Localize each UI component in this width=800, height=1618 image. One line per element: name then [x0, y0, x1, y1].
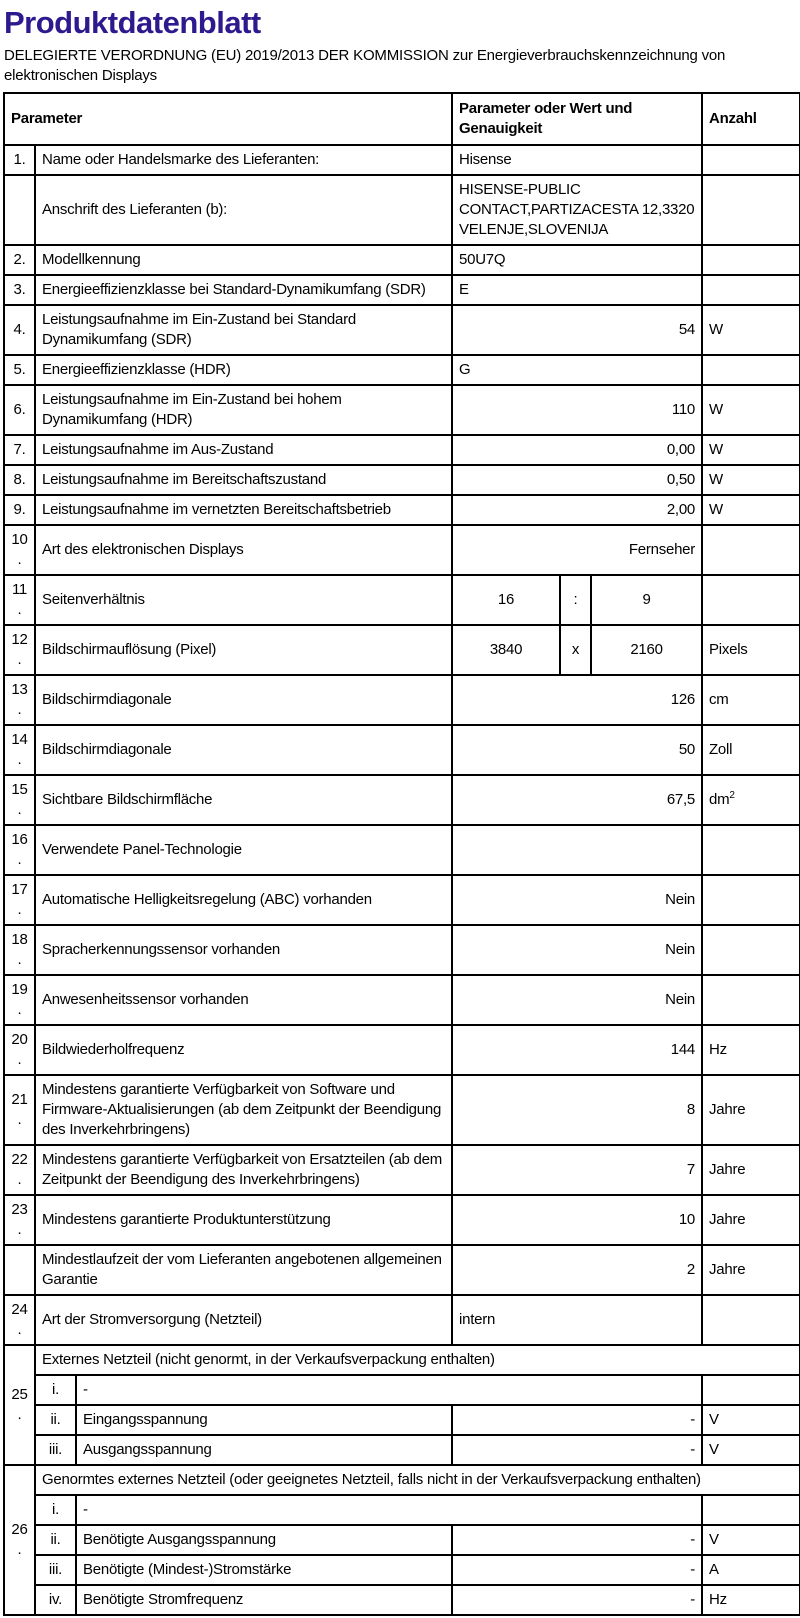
row-num: 23.	[4, 1195, 35, 1245]
row-label: Leistungsaufnahme im Ein-Zustand bei hohem Dynamikumfang (HDR)	[35, 385, 452, 435]
sub-row-value: -	[452, 1525, 702, 1555]
row-unit	[702, 925, 800, 975]
row-label: Bildschirmauflösung (Pixel)	[35, 625, 452, 675]
row-label: Leistungsaufnahme im Aus-Zustand	[35, 435, 452, 465]
row-num: 7.	[4, 435, 35, 465]
row-num: 21.	[4, 1075, 35, 1145]
row-unit: Hz	[702, 1025, 800, 1075]
row-label: Bildschirmdiagonale	[35, 675, 452, 725]
sub-row-num: ii.	[35, 1405, 76, 1435]
row-label: Leistungsaufnahme im Bereitschaftszustand	[35, 465, 452, 495]
row-value: 54	[452, 305, 702, 355]
section-row	[4, 1465, 800, 1495]
sub-row	[4, 1525, 800, 1555]
sub-row	[4, 1495, 800, 1525]
row-num: 1.	[4, 145, 35, 175]
row-num: 3.	[4, 275, 35, 305]
row-label: Mindestens garantierte Verfügbarkeit von Software und Firmware-Aktualisierungen (ab dem Zeitpunkt der Beendigung des Inverkehrbringens)	[35, 1075, 452, 1145]
row-value-separator: :	[560, 575, 591, 625]
row-unit	[702, 1495, 800, 1525]
row-unit: W	[702, 495, 800, 525]
row-value: 0,00	[452, 435, 702, 465]
row-num: 5.	[4, 355, 35, 385]
table-row	[4, 385, 800, 435]
row-unit	[702, 245, 800, 275]
row-num: 15.	[4, 775, 35, 825]
row-label: Spracherkennungssensor vorhanden	[35, 925, 452, 975]
row-unit: Jahre	[702, 1145, 800, 1195]
row-value: Nein	[452, 875, 702, 925]
table-row	[4, 1245, 800, 1295]
sub-row-num: i.	[35, 1495, 76, 1525]
section-title: Genormtes externes Netzteil (oder geeignetes Netzteil, falls nicht in der Verkaufsverpackung enthalten)	[35, 1465, 800, 1495]
table-row	[4, 275, 800, 305]
row-unit: $dm^2$	[702, 775, 800, 825]
row-value: 7	[452, 1145, 702, 1195]
row-label: Automatische Helligkeitsregelung (ABC) vorhanden	[35, 875, 452, 925]
row-label: Anschrift des Lieferanten (b):	[35, 175, 452, 245]
row-num: 24.	[4, 1295, 35, 1345]
row-value: Nein	[452, 975, 702, 1025]
row-label: Name oder Handelsmarke des Lieferanten:	[35, 145, 452, 175]
row-unit: A	[702, 1555, 800, 1585]
row-value: 8	[452, 1075, 702, 1145]
row-value: 110	[452, 385, 702, 435]
table-row	[4, 305, 800, 355]
row-label: Modellkennung	[35, 245, 452, 275]
row-value: intern	[452, 1295, 702, 1345]
table-row	[4, 1195, 800, 1245]
sub-row-num: iv.	[35, 1585, 76, 1615]
row-label: Bildwiederholfrequenz	[35, 1025, 452, 1075]
table-row	[4, 725, 800, 775]
row-value: Fernseher	[452, 525, 702, 575]
page-title: Produktdatenblatt	[4, 5, 261, 40]
row-label: Mindestens garantierte Verfügbarkeit von Ersatzteilen (ab dem Zeitpunkt der Beendigung des Inverkehrbringens)	[35, 1145, 452, 1195]
row-unit: Jahre	[702, 1075, 800, 1145]
regulation-subtitle: DELEGIERTE VERORDNUNG (EU) 2019/2013 DER KOMMISSION zur Energieverbrauchskennzeichnung von elektronischen Displays	[4, 47, 726, 84]
sub-row-num: i.	[35, 1375, 76, 1405]
row-unit	[702, 875, 800, 925]
row-label: Sichtbare Bildschirmfläche	[35, 775, 452, 825]
table-row	[4, 625, 800, 675]
row-value-part: 9	[591, 575, 702, 625]
header-parameter: Parameter	[4, 93, 452, 145]
table-row	[4, 525, 800, 575]
row-unit: W	[702, 305, 800, 355]
table-row	[4, 975, 800, 1025]
row-num: 2.	[4, 245, 35, 275]
sub-row-num: iii.	[35, 1435, 76, 1465]
row-value: HISENSE-PUBLIC CONTACT,PARTIZACESTA 12,3320 VELENJE,SLOVENIJA	[452, 175, 702, 245]
sub-row	[4, 1435, 800, 1465]
section-row	[4, 1345, 800, 1375]
row-label: Mindestlaufzeit der vom Lieferanten angebotenen allgemeinen Garantie	[35, 1245, 452, 1295]
row-unit: Hz	[702, 1585, 800, 1615]
row-num: 8.	[4, 465, 35, 495]
table-row	[4, 145, 800, 175]
table-row	[4, 465, 800, 495]
table-row	[4, 875, 800, 925]
row-value-separator: x	[560, 625, 591, 675]
sub-row-num: ii.	[35, 1525, 76, 1555]
row-num: 16.	[4, 825, 35, 875]
row-unit	[702, 1375, 800, 1405]
row-unit: V	[702, 1405, 800, 1435]
table-row	[4, 1295, 800, 1345]
row-value: E	[452, 275, 702, 305]
table-row	[4, 775, 800, 825]
section-title: Externes Netzteil (nicht genormt, in der Verkaufsverpackung enthalten)	[35, 1345, 800, 1375]
row-num: 12.	[4, 625, 35, 675]
row-num: 22.	[4, 1145, 35, 1195]
table-row	[4, 355, 800, 385]
row-label: Energieeffizienzklasse (HDR)	[35, 355, 452, 385]
row-unit	[702, 975, 800, 1025]
row-unit: V	[702, 1435, 800, 1465]
row-value: 67,5	[452, 775, 702, 825]
sub-row-merged-value: -	[76, 1495, 702, 1525]
table-row	[4, 575, 800, 625]
row-label: Leistungsaufnahme im vernetzten Bereitschaftsbetrieb	[35, 495, 452, 525]
row-num: 4.	[4, 305, 35, 355]
row-value	[452, 825, 702, 875]
table-row	[4, 825, 800, 875]
row-unit: cm	[702, 675, 800, 725]
sub-row-label: Benötigte (Mindest-)Stromstärke	[76, 1555, 452, 1585]
row-value: 50U7Q	[452, 245, 702, 275]
row-unit-superscript: 2	[729, 790, 735, 801]
row-value: 126	[452, 675, 702, 725]
row-unit	[702, 175, 800, 245]
row-label: Art des elektronischen Displays	[35, 525, 452, 575]
row-label: Energieeffizienzklasse bei Standard-Dynamikumfang (SDR)	[35, 275, 452, 305]
row-value-part: 16	[452, 575, 560, 625]
sub-row-label: Eingangsspannung	[76, 1405, 452, 1435]
row-num: 10.	[4, 525, 35, 575]
row-label: Bildschirmdiagonale	[35, 725, 452, 775]
sub-row-merged-value: -	[76, 1375, 702, 1405]
table-row	[4, 1145, 800, 1195]
row-num: 26.	[4, 1465, 35, 1615]
row-unit: Jahre	[702, 1195, 800, 1245]
sub-row-num: iii.	[35, 1555, 76, 1585]
table-row	[4, 435, 800, 465]
table-row	[4, 175, 800, 245]
row-unit	[702, 575, 800, 625]
sub-row-value: -	[452, 1585, 702, 1615]
row-num: 18.	[4, 925, 35, 975]
row-unit	[702, 1295, 800, 1345]
sub-row-value: -	[452, 1435, 702, 1465]
row-value: 10	[452, 1195, 702, 1245]
row-num: 25.	[4, 1345, 35, 1465]
table-row	[4, 1025, 800, 1075]
sub-row-value: -	[452, 1405, 702, 1435]
row-value: G	[452, 355, 702, 385]
sub-row-label: Benötigte Stromfrequenz	[76, 1585, 452, 1615]
row-unit: Pixels	[702, 625, 800, 675]
row-label: Leistungsaufnahme im Ein-Zustand bei Standard Dynamikumfang (SDR)	[35, 305, 452, 355]
row-label: Art der Stromversorgung (Netzteil)	[35, 1295, 452, 1345]
row-value: 0,50	[452, 465, 702, 495]
table-row	[4, 495, 800, 525]
row-value-part: 2160	[591, 625, 702, 675]
row-value-part: 3840	[452, 625, 560, 675]
row-value: 2,00	[452, 495, 702, 525]
sub-row-label: Benötigte Ausgangsspannung	[76, 1525, 452, 1555]
row-num: 17.	[4, 875, 35, 925]
table-row	[4, 925, 800, 975]
row-unit: Zoll	[702, 725, 800, 775]
sub-row	[4, 1405, 800, 1435]
row-num: 9.	[4, 495, 35, 525]
header-value: Parameter oder Wert und Genauigkeit	[452, 93, 702, 145]
header-count: Anzahl	[702, 93, 800, 145]
row-unit	[702, 275, 800, 305]
table-row	[4, 1075, 800, 1145]
row-unit: W	[702, 465, 800, 495]
row-label: Seitenverhältnis	[35, 575, 452, 625]
row-label: Mindestens garantierte Produktunterstützung	[35, 1195, 452, 1245]
sub-row	[4, 1555, 800, 1585]
row-num: 20.	[4, 1025, 35, 1075]
row-unit: V	[702, 1525, 800, 1555]
sub-row-value: -	[452, 1555, 702, 1585]
row-num: 13.	[4, 675, 35, 725]
table-row	[4, 245, 800, 275]
row-label: Verwendete Panel-Technologie	[35, 825, 452, 875]
table-row	[4, 675, 800, 725]
row-value: 144	[452, 1025, 702, 1075]
row-unit	[702, 825, 800, 875]
row-num	[4, 175, 35, 245]
row-num	[4, 1245, 35, 1295]
row-label: Anwesenheitssensor vorhanden	[35, 975, 452, 1025]
row-num: 14.	[4, 725, 35, 775]
table-header-row	[4, 93, 800, 145]
row-unit: Jahre	[702, 1245, 800, 1295]
spec-table-body	[4, 145, 800, 1615]
row-unit: W	[702, 435, 800, 465]
row-value: 2	[452, 1245, 702, 1295]
sub-row	[4, 1375, 800, 1405]
row-num: 11.	[4, 575, 35, 625]
row-unit	[702, 355, 800, 385]
row-num: 6.	[4, 385, 35, 435]
row-num: 19.	[4, 975, 35, 1025]
sub-row-label: Ausgangsspannung	[76, 1435, 452, 1465]
row-value: Nein	[452, 925, 702, 975]
row-unit	[702, 145, 800, 175]
row-value: Hisense	[452, 145, 702, 175]
row-unit	[702, 525, 800, 575]
spec-table	[3, 92, 800, 1616]
sub-row	[4, 1585, 800, 1615]
row-unit: W	[702, 385, 800, 435]
row-value: 50	[452, 725, 702, 775]
